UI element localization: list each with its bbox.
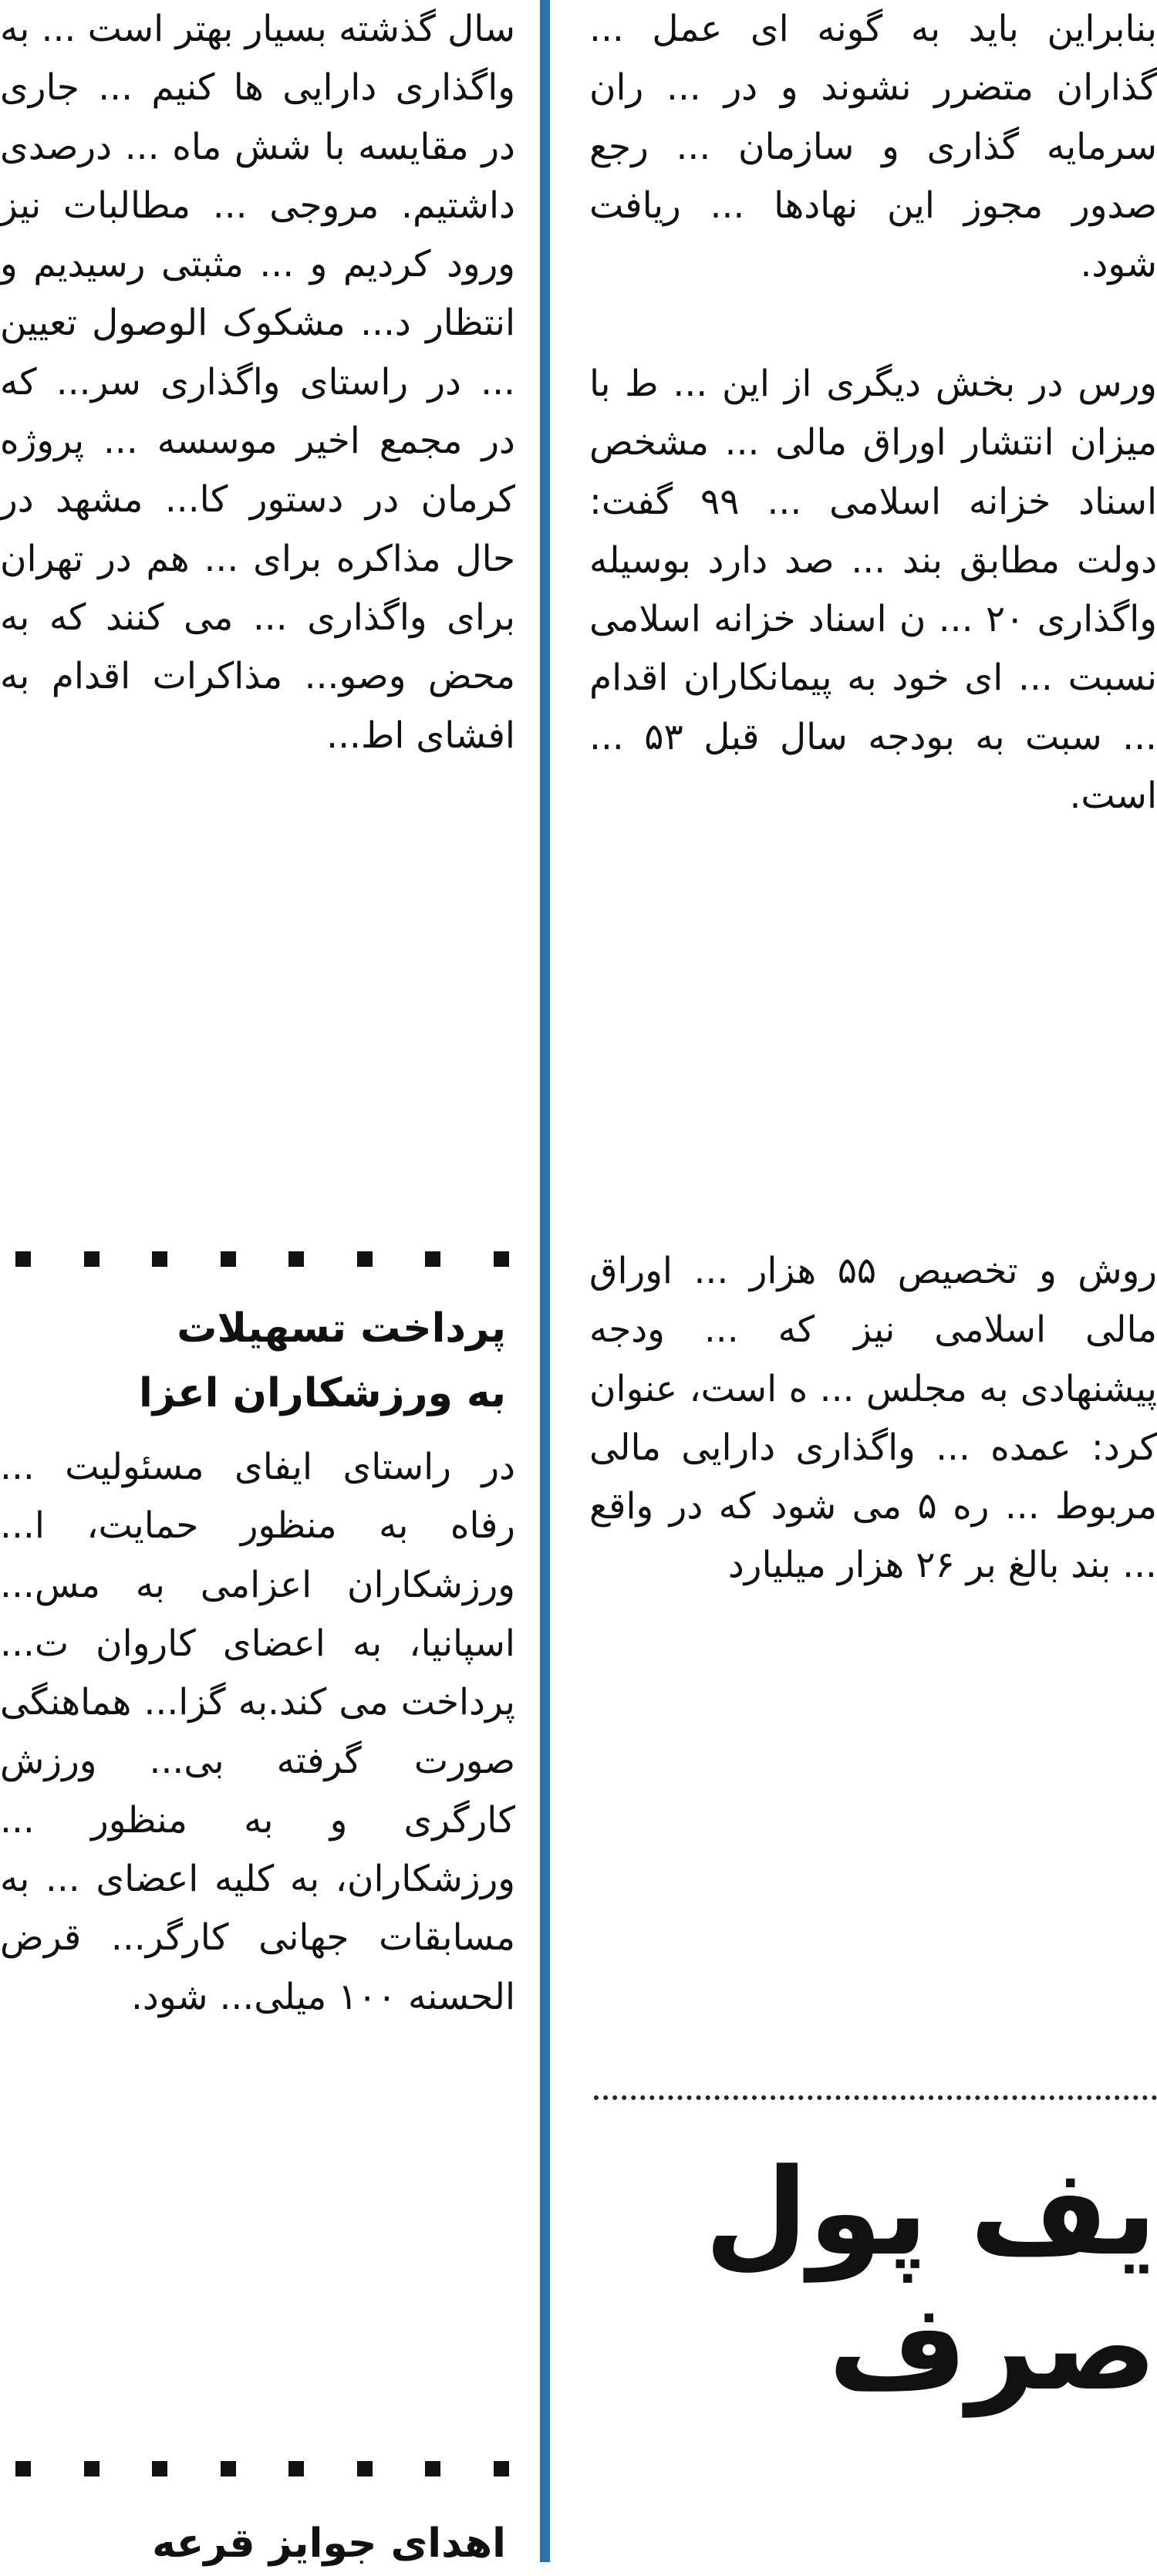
bullet-divider: [15, 1250, 509, 1268]
left-article-column-2: [0, 1438, 515, 2027]
big-headline-line-1: یف پول: [704, 2142, 1157, 2282]
left-paragraph-2: در راستای ایفای مسئولیت ... رفاه به منظور حمایت، ا... ورزشکاران اعزامی به مس... اسپانیا، به اعضای کاروان ت... پرداخت می کند.به گزا... هماهنگی صورت گرفته بی... ورزش کارگری و به منظور ... ورزشکاران، به کلیه اعضای ... به مسابقات جهانی کارگر... قرض الحسنه ۱۰۰ میلی... شود.: [0, 1446, 515, 2018]
left-paragraph-1: سال گذشته بسیار بهتر است ... به واگذاری دارایی ها کنیم ... جاری در مقایسه با شش ماه ... درصدی داشتیم. مروجی ... مطالبات نیز ورود کردیم و ... مثبتی رسیدیم و انتظار د... مشکوک الوصول تعیین ... در راستای واگذاری سر... که در مجمع اخیر موسسه ... پروژه کرمان در دستور کا... مشهد در حال مذاکره برای ... هم در تهران برای واگذاری ... می کنند که به محض وصو... مذاکرات اقدام به افشای اط...: [0, 8, 515, 757]
right-article-column-3: [589, 1242, 1157, 1595]
big-headline-line-2: صرف: [828, 2277, 1157, 2417]
right-article-column-2: [589, 355, 1157, 825]
headline-sports-loans-line-2: به ورزشکاران اعزا: [138, 1370, 506, 1416]
right-paragraph-3: روش و تخصیص ۵۵ هزار ... اوراق مالی اسلامی نیز که ... ودجه پیشنهادی به مجلس ... ه است، عنوان کرد: عمده ... واگذاری دارایی مالی مربوط ... ره ۵ می شود که در واقع ... بند بالغ بر ۲۶ هزار میلیارد: [589, 1250, 1157, 1587]
right-article-column: [589, 0, 1157, 294]
headline-sports-loans-line-1: پرداخت تسهیلات: [177, 1305, 506, 1352]
bullet-divider-2: [15, 2460, 509, 2478]
left-article-column: [0, 0, 515, 765]
right-paragraph-2: ورس در بخش دیگری از این ... ط با میزان انتشار اوراق مالی ... مشخص اسناد خزانه اسلامی ... ۹۹ گفت: دولت مطابق بند ... صد دارد بوسیله واگذاری ۲۰ ... ن اسناد خزانه اسلامی نسبت ... ای خود به پیمانکاران اقدام ... سبت به بودجه سال قبل ۵۳ ... است.: [589, 363, 1157, 818]
column-divider: [540, 0, 550, 2562]
big-headline: [704, 2142, 1157, 2417]
dotted-separator: [594, 2095, 1157, 2100]
right-paragraph-1: بنابراین باید به گونه ای عمل ... گذاران متضرر نشوند و در ... ران سرمایه گذاری و سازمان ... رجع صدور مجوز این نهادها ... ریافت شود.: [589, 8, 1157, 286]
headline-lottery-prizes: اهدای جوایز قرعه: [152, 2520, 506, 2567]
